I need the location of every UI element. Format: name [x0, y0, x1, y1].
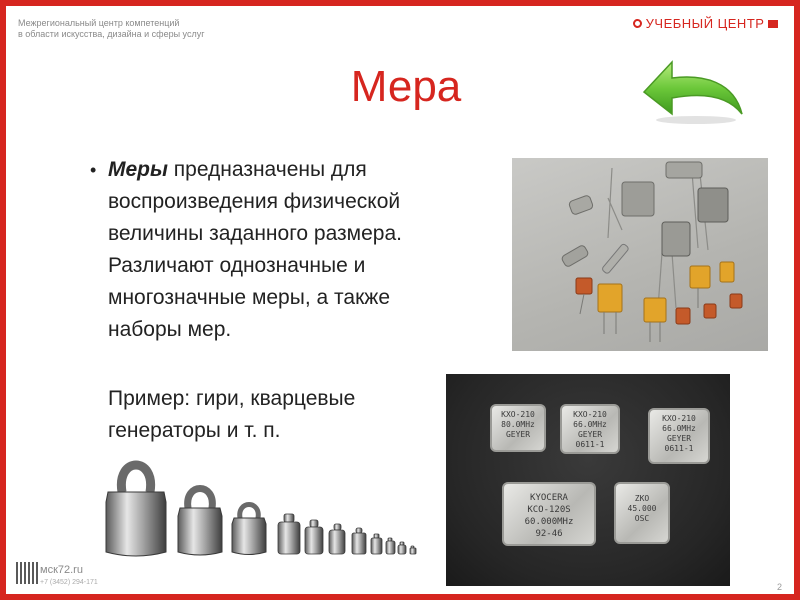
osc-label: 0611-1	[575, 440, 605, 449]
footer-phone: +7 (3452) 294-171	[40, 579, 98, 586]
org-line-1: Межрегиональный центр компетенций	[18, 18, 180, 28]
osc-label: OSC	[634, 514, 650, 523]
brand-circle-icon	[633, 19, 642, 28]
oscillator-5	[614, 482, 670, 544]
brand-name: УЧЕБНЫЙ ЦЕНТР	[645, 16, 765, 31]
definition-bullet	[90, 154, 430, 346]
brand-tag	[768, 20, 778, 28]
osc-label: KXO-210	[662, 414, 696, 423]
qr-code-icon	[16, 562, 38, 584]
slide-title: Мера	[350, 62, 462, 111]
osc-label: GEYER	[666, 434, 692, 443]
oscillators-photo	[446, 374, 730, 586]
definition-text	[108, 154, 430, 346]
org-name	[18, 18, 204, 40]
osc-label: GEYER	[505, 430, 531, 439]
oscillator-2	[560, 404, 620, 454]
osc-label: 92-46	[535, 529, 563, 539]
osc-label: 45.000	[627, 504, 657, 513]
osc-label: 66.0MHz	[662, 424, 696, 433]
term-bold: Меры	[108, 158, 168, 181]
osc-label: KYOCERA	[530, 493, 568, 503]
osc-label: 0611-1	[664, 444, 694, 453]
brand-logo	[633, 16, 778, 31]
osc-label: KCO-120S	[527, 505, 571, 515]
back-arrow-icon[interactable]	[638, 48, 748, 128]
org-line-2: в области искусства, дизайна и сферы услуг	[18, 29, 205, 39]
bullet-icon: •	[90, 160, 97, 180]
osc-label: 80.0MHz	[501, 420, 535, 429]
example-text: Пример: гири, кварцевые генераторы и т. п.	[108, 387, 356, 442]
components-photo	[512, 158, 768, 351]
osc-label: 60.000MHz	[524, 517, 574, 527]
osc-label: KXO-210	[573, 410, 607, 419]
oscillator-4	[502, 482, 596, 546]
osc-label: 66.0MHz	[573, 420, 607, 429]
oscillator-3	[648, 408, 710, 464]
osc-label: ZKO	[634, 494, 650, 503]
osc-label: GEYER	[577, 430, 603, 439]
definition-rest: предназначены для воспроизведения физической величины заданного размера. Различают однозначные и многозначные меры, а также наборы мер.	[108, 158, 402, 341]
footer-site: мск72.ru	[40, 564, 83, 576]
weights-set-image	[100, 452, 420, 562]
page-number: 2	[776, 582, 782, 592]
oscillator-1	[490, 404, 546, 452]
osc-label: KXO-210	[501, 410, 535, 419]
